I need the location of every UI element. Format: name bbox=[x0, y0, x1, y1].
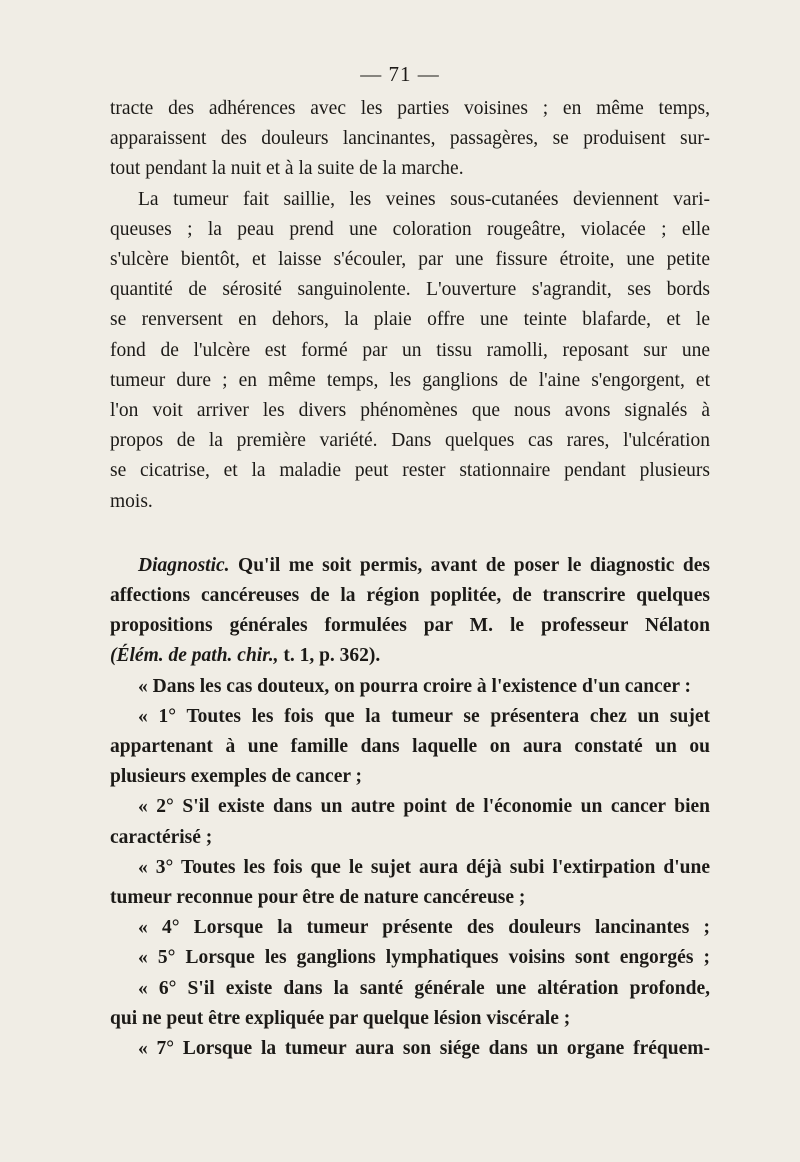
text-line: La tumeur fait saillie, les veines sous-cutanées deviennent vari- bbox=[138, 188, 710, 210]
paragraph-gap bbox=[110, 517, 710, 551]
list-item-7 bbox=[110, 1034, 710, 1064]
text-line: caractérisé ; bbox=[110, 826, 213, 848]
quote-intro bbox=[110, 672, 710, 702]
reference-citation: (Élém. de path. chir., bbox=[110, 645, 279, 667]
text-line: « 7° Lorsque la tumeur aura son siége dans un organe fréquem- bbox=[138, 1038, 710, 1060]
text-run: t. 1, p. 362). bbox=[278, 645, 381, 667]
text-line: « 3° Toutes les fois que le sujet aura déjà subi l'extirpation d'une bbox=[138, 856, 710, 878]
text-line: se cicatrise, et la maladie peut rester stationnaire pendant plusieurs bbox=[110, 460, 710, 482]
text-line: appartenant à une famille dans laquelle on aura constaté un ou bbox=[110, 736, 710, 758]
text-line: quantité de sérosité sanguinolente. L'ouverture s'agrandit, ses bords bbox=[110, 279, 710, 301]
paragraph-diagnostic bbox=[110, 551, 710, 672]
text-line: « Dans les cas douteux, on pourra croire à l'existence d'un cancer : bbox=[138, 675, 692, 697]
text-line: queuses ; la peau prend une coloration rougeâtre, violacée ; elle bbox=[110, 218, 710, 240]
text-line: « 4° Lorsque la tumeur présente des douleurs lancinantes ; bbox=[138, 917, 710, 939]
text-line: apparaissent des douleurs lancinantes, passagères, se produisent sur- bbox=[110, 128, 710, 150]
text-line: plusieurs exemples de cancer ; bbox=[110, 766, 363, 788]
list-item-3 bbox=[110, 853, 710, 913]
text-line: se renversent en dehors, la plaie offre une teinte blafarde, et le bbox=[110, 309, 710, 331]
text-line: tracte des adhérences avec les parties voisines ; en même temps, bbox=[110, 98, 710, 119]
text-line: mois. bbox=[110, 490, 153, 512]
text-line: l'on voit arriver les divers phénomènes que nous avons signalés à bbox=[110, 400, 710, 422]
text-line: « 6° S'il existe dans la santé générale une altération profonde, bbox=[138, 977, 710, 999]
text-run: Qu'il me soit permis, avant de poser le diagnostic des bbox=[229, 554, 710, 576]
text-line: qui ne peut être expliquée par quelque lésion viscérale ; bbox=[110, 1007, 571, 1029]
text-line bbox=[110, 641, 710, 671]
text-line: tumeur dure ; en même temps, les ganglions de l'aine s'engorgent, et bbox=[110, 369, 710, 391]
text-line: « 2° S'il existe dans un autre point de l'économie un cancer bien bbox=[138, 796, 710, 818]
text-line: « 1° Toutes les fois que la tumeur se présentera chez un sujet bbox=[138, 705, 710, 727]
text-line: « 5° Lorsque les ganglions lymphatiques voisins sont engorgés ; bbox=[138, 947, 710, 969]
text-line bbox=[110, 551, 710, 581]
paragraph-2 bbox=[110, 185, 710, 517]
page-number: — 71 — bbox=[360, 62, 440, 86]
list-item-6 bbox=[110, 974, 710, 1034]
text-line: propositions générales formulées par M. le professeur Nélaton bbox=[110, 615, 710, 637]
list-item-4 bbox=[110, 913, 710, 943]
list-item-2 bbox=[110, 792, 710, 852]
text-line: tumeur reconnue pour être de nature cancéreuse ; bbox=[110, 887, 526, 909]
text-line: s'ulcère bientôt, et laisse s'écouler, par une fissure étroite, une petite bbox=[110, 249, 710, 271]
text-line: fond de l'ulcère est formé par un tissu ramolli, reposant sur une bbox=[110, 339, 710, 361]
body-text bbox=[110, 94, 710, 1064]
list-item-1 bbox=[110, 702, 710, 793]
text-line: affections cancéreuses de la région poplitée, de transcrire quelques bbox=[110, 585, 710, 607]
list-item-5 bbox=[110, 943, 710, 973]
paragraph-1 bbox=[110, 94, 710, 185]
diagnostic-heading: Diagnostic. bbox=[138, 554, 230, 576]
text-line: tout pendant la nuit et à la suite de la marche. bbox=[110, 158, 464, 180]
text-line: propos de la première variété. Dans quelques cas rares, l'ulcération bbox=[110, 430, 710, 452]
